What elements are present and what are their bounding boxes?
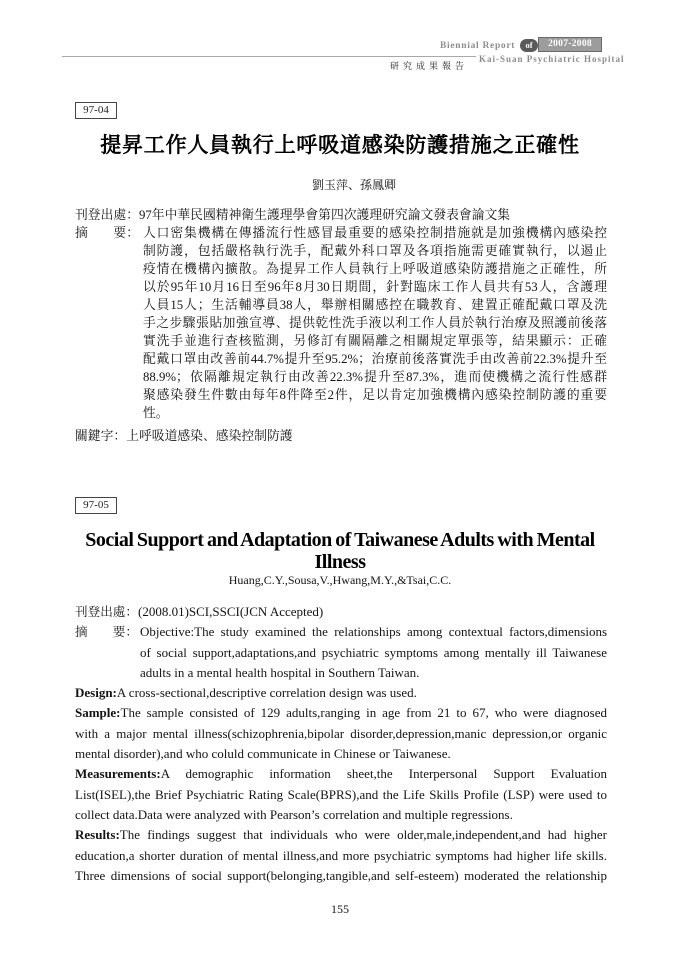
measurements-line — [75, 764, 607, 784]
entry-body-9705 — [75, 602, 607, 886]
sample-line: with a major mental illness(schizophrenia,bipolar disorder,depression,manic depression,or organic — [75, 725, 607, 741]
title-line: Illness — [314, 551, 366, 573]
design-label: Design: — [75, 685, 117, 701]
sample-line — [75, 703, 607, 723]
entry-id-9705: 97-05 — [75, 497, 117, 514]
source-label-9705: 刊登出處： — [75, 605, 138, 619]
abstract-label-9705: 摘 要： — [75, 625, 138, 640]
of-badge: of — [520, 39, 538, 52]
results-line — [75, 825, 607, 845]
objective-line: Objective:The study examined the relationships among contextual factors,dimensions — [140, 624, 607, 640]
entry-authors-9705: Huang,C.Y.,Sousa,V.,Hwang,M.Y.,&Tsai,C.C. — [228, 573, 452, 587]
abstract-line: 人口密集機構在傳播流行性感冒最重要的感染控制措施就是加強機構內感染控 — [143, 226, 607, 240]
results-line: Three dimensions of social support(belonging,tangible,and self-esteem) moderated the relationship — [75, 867, 607, 883]
source-row-9705 — [75, 602, 607, 622]
keywords-9704 — [75, 427, 293, 445]
abstract-line: 聚感染發生件數由每年8件降至2件，足以肯定加強機構內感染控制防護的重要 — [143, 388, 607, 402]
measurements-line: collect data.Data were analyzed with Pearson’s correlation and multiple regressions. — [75, 806, 513, 822]
abstract-lines-9704 — [143, 224, 607, 422]
abstract-line: 以於95年10月16日至96年8月30日期間，針對臨床工作人員共有53人，含護理 — [143, 280, 607, 294]
entry-id-9704: 97-04 — [75, 102, 117, 119]
abstract-line: 88.9%；依隔離規定執行由改善22.3%提升至87.3%，進而使機構之流行性感群 — [143, 370, 607, 384]
results-label: Results: — [75, 827, 120, 843]
page-number: 155 — [331, 902, 349, 916]
abstract-label-9704: 摘 要： — [75, 226, 139, 240]
abstract-line: 配戴口罩由改善前44.7%提升至95.2%；治療前後落實洗手由改善前22.3%提升至 — [143, 352, 607, 366]
source-text-9705: (2008.01)SCI,SSCI(JCN Accepted) — [138, 604, 324, 619]
header-rule — [62, 56, 476, 57]
design-text: A cross-sectional,descriptive correlation design was used. — [116, 685, 417, 701]
results-line: education,a shorter duration of mental illness,and more psychiatric symptoms had higher life skills. — [75, 847, 607, 863]
abstract-line: 性。 — [143, 406, 169, 420]
keywords-label-9704: 關鍵字： — [75, 429, 127, 443]
objective-line: adults in a mental health hospital in Southern Taiwan. — [140, 664, 420, 680]
objective-lines — [140, 622, 607, 683]
objective-line: of social support,adaptations,and psychiatric symptoms among mentally ill Taiwanese — [140, 644, 607, 660]
entry-authors-9704: 劉玉萍、孫鳳卿 — [312, 178, 397, 192]
source-label-9704: 刊登出處： — [75, 208, 139, 222]
sample-label: Sample: — [75, 705, 121, 721]
objective-block — [75, 622, 607, 683]
entry-title-9704: 提昇工作人員執行上呼吸道感染防護措施之正確性 — [100, 133, 580, 157]
keywords-text-9704: 上呼吸道感染、感染控制防護 — [126, 429, 293, 443]
abstract-line: 疫情在機構內擴散。為提昇工作人員執行上呼吸道感染防護措施之正確性，所 — [143, 262, 607, 276]
measurements-text: A demographic information sheet,the Interpersonal Support Evaluation — [160, 766, 607, 782]
measurements-line: List(ISEL),the Brief Psychiatric Rating Scale(BPRS),and the Life Skills Profile (LSP) were used to — [75, 786, 607, 802]
results-text: The findings suggest that individuals who were older,male,independent,and had higher — [119, 827, 607, 843]
entry-body-9704 — [75, 206, 607, 422]
entry-title-9705 — [0, 529, 680, 573]
title-line: Social Support and Adaptation of Taiwanese Adults with Mental — [85, 529, 595, 551]
report-title: Biennial Report — [440, 41, 516, 51]
sample-text: The sample consisted of 129 adults,ranging in age from 21 to 67, who were diagnosed — [120, 705, 607, 721]
section-title: 研究成果報告 — [390, 61, 469, 71]
abstract-line: 實洗手並進行查核監測，另修訂有關隔離之相關規定單張等，結果顯示：正確 — [143, 334, 607, 348]
abstract-9704 — [75, 224, 607, 422]
measurements-label: Measurements: — [75, 766, 161, 782]
hospital-name: Kai-Suan Psychiatric Hospital — [479, 54, 625, 64]
source-row-9704 — [75, 206, 607, 224]
sample-line: mental disorder),and who coluld communicate in Chinese or Taiwanese. — [75, 746, 451, 762]
years-badge: 2007-2008 — [538, 37, 602, 52]
abstract-line: 人員15人；生活輔導員38人，舉辦相關感控在職教育、建置正確配戴口罩及洗 — [143, 298, 607, 312]
abstract-line: 制防護，包括嚴格執行洗手，配戴外科口罩及各項指施需更確實執行，以遏止 — [143, 244, 607, 258]
source-text-9704: 97年中華民國精神衛生護理學會第四次護理研究論文發表會論文集 — [138, 208, 511, 222]
abstract-line: 手之步驟張貼加強宣導、提供乾性洗手液以利工作人員於執行治療及照護前後落 — [143, 316, 607, 330]
design-line — [75, 683, 607, 703]
